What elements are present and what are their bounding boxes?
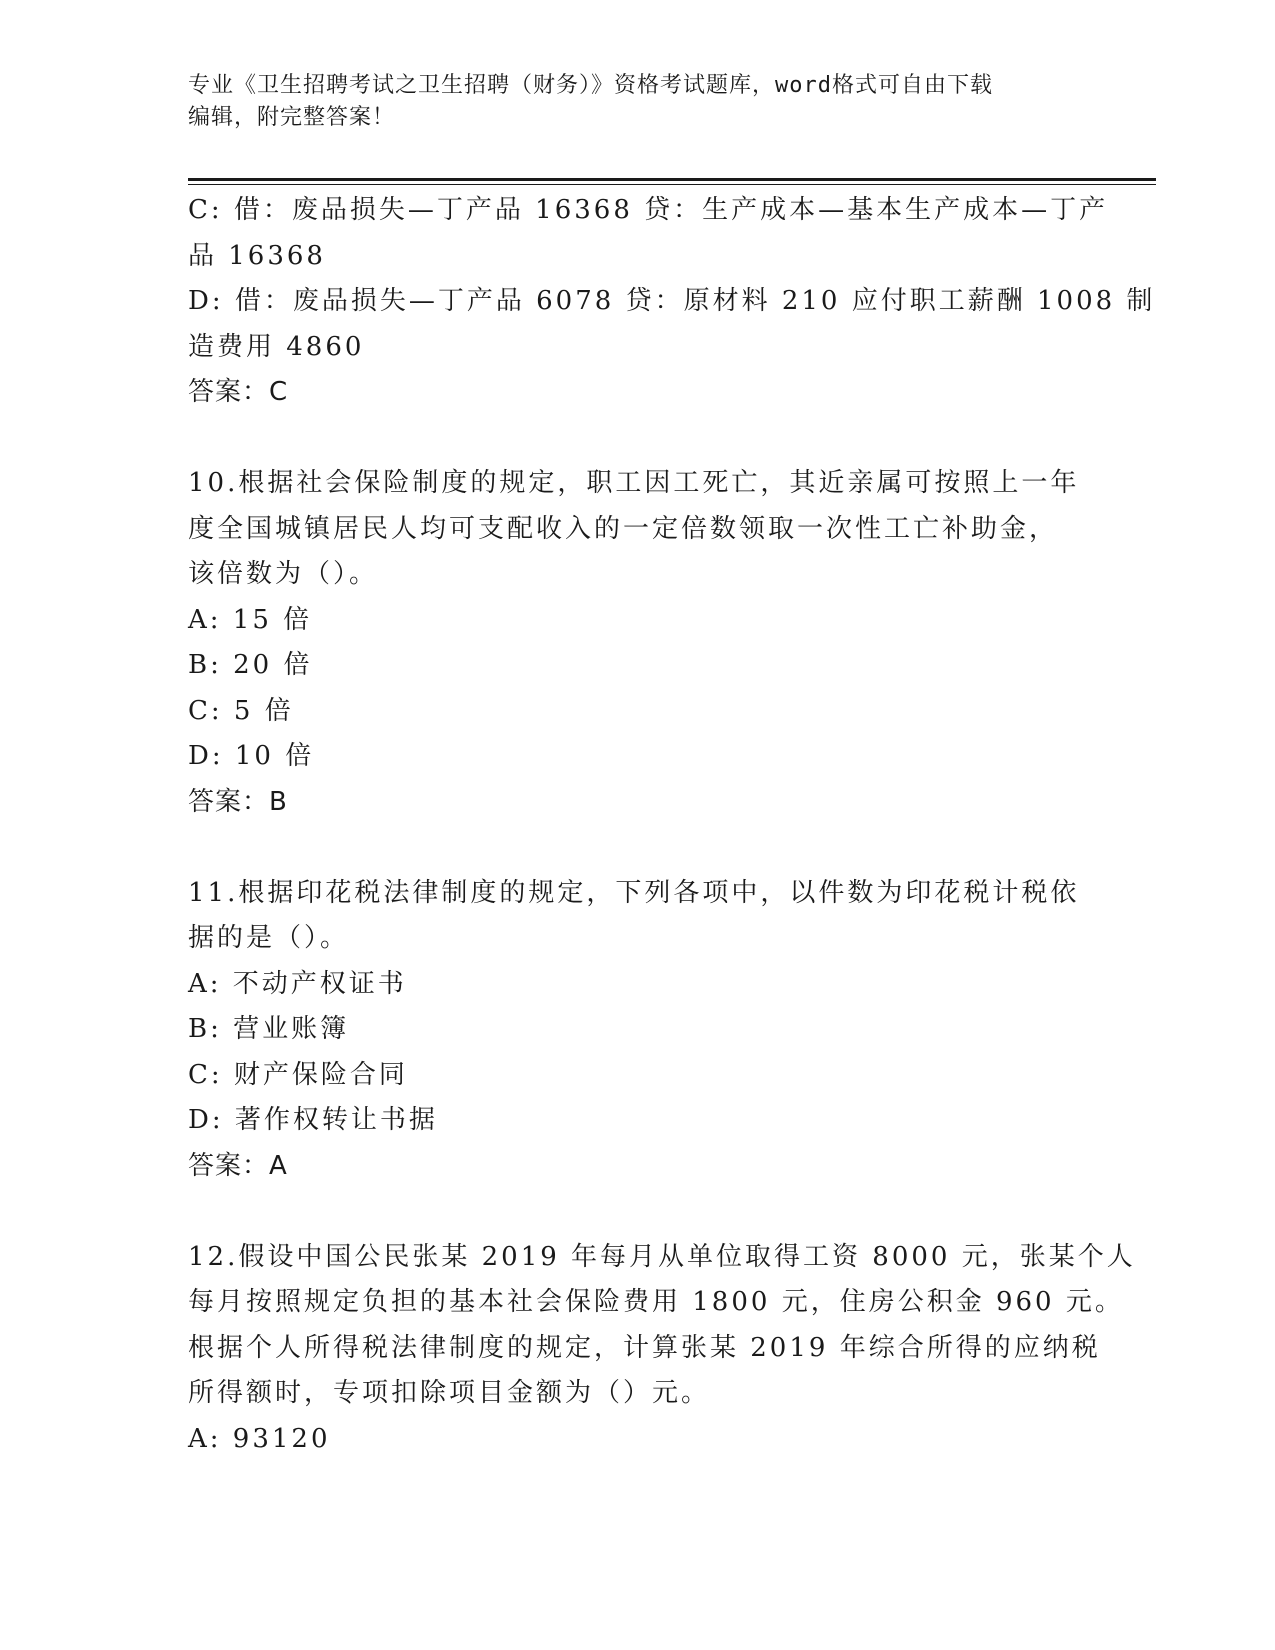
document-header [188,70,1088,134]
option-d: D: 著作权转让书据 [188,1105,438,1135]
option-a: A: 不动产权证书 [188,968,407,999]
question-stem-line-2: 度全国城镇居民人均可支配收入的一定倍数领取一次性工亡补助金， [188,513,1059,544]
spacer [188,1189,1078,1235]
option-b: B: 20 倍 [188,650,313,680]
option-d-line-2: 造费用 4860 [188,331,365,362]
spacer [188,825,1078,871]
question-stem-line-1: 10.根据社会保险制度的规定，职工因工死亡，其近亲属可按照上一年 [188,468,1080,498]
question-9-tail [188,188,1156,416]
question-10 [188,461,1078,825]
question-stem-line-4: 所得额时，专项扣除项目金额为（）元。 [188,1378,711,1408]
option-d: D: 10 倍 [188,741,315,771]
question-stem-line-1: 11.根据印花税法律制度的规定，下列各项中，以件数为印花税计税依 [188,877,1080,908]
question-stem-line-1: 12.假设中国公民张某 2019 年每月从单位取得工资 8000 元，张某个人 [188,1241,1136,1272]
option-a: A: 15 倍 [188,604,313,635]
option-c: C: 财产保险合同 [188,1059,408,1090]
option-d-line-1: D: 借：废品损失—丁产品 6078 贷：原材料 210 应付职工薪酬 1008 制 [188,286,1156,316]
header-rule-thin [188,184,1156,185]
option-a: A: 93120 [188,1423,331,1454]
header-rule-thick [188,178,1156,181]
document-body [188,188,1156,1462]
option-c-line-1: C: 借：废品损失—丁产品 16368 贷：生产成本—基本生产成本—丁产 [188,195,1109,225]
option-c: C: 5 倍 [188,695,294,726]
question-stem-line-2: 每月按照规定负担的基本社会保险费用 1800 元，住房公积金 960 元。 [188,1287,1124,1317]
option-b: B: 营业账簿 [188,1014,350,1044]
header-line-2: 编辑，附完整答案！ [188,105,396,130]
answer: 答案：A [188,1150,288,1181]
question-stem-line-2: 据的是（）。 [188,923,350,953]
header-line-1: 专业《卫生招聘考试之卫生招聘（财务）》资格考试题库，word格式可自由下载 [188,73,993,98]
question-stem-line-3: 该倍数为（）。 [188,559,379,589]
answer: 答案：C [188,377,289,407]
option-c-line-2: 品 16368 [188,240,326,271]
question-11 [188,871,1078,1190]
spacer [188,416,1078,462]
question-12 [188,1235,1136,1463]
answer: 答案：B [188,786,288,817]
question-stem-line-3: 根据个人所得税法律制度的规定，计算张某 2019 年综合所得的应纳税 [188,1332,1101,1363]
